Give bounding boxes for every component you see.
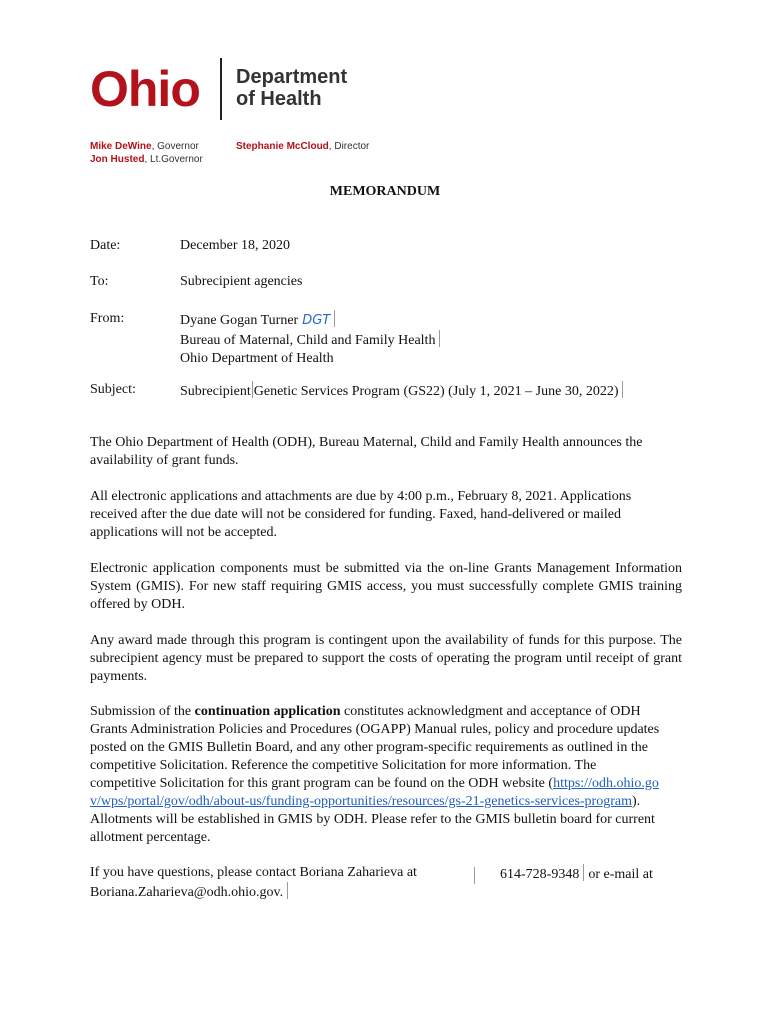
contact-email[interactable]: Boriana.Zaharieva@odh.ohio.gov. <box>90 885 284 900</box>
governor-title: , Governor <box>151 141 199 152</box>
field-marker <box>439 330 440 347</box>
department-name <box>236 66 347 110</box>
contact-or: or e-mail at <box>588 867 653 882</box>
director-title: , Director <box>328 141 370 152</box>
from-label: From: <box>90 311 125 326</box>
department-line-2: of Health <box>236 88 322 110</box>
date-label: Date: <box>90 238 121 253</box>
director-name: Stephanie McCloud <box>236 141 329 152</box>
governors-block <box>90 140 203 166</box>
field-marker <box>252 381 253 398</box>
director-block <box>236 140 369 153</box>
paragraph-deadline: All electronic applications and attachments are due by 4:00 p.m., February 8, 2021. Applications received after the due date will not be considered for funding. Faxed, hand-delivered or mailed applications will not be accepted. <box>90 489 632 540</box>
subject-label: Subject: <box>90 382 136 397</box>
department-line-1: Department <box>236 66 348 88</box>
submission-text-mid: constitutes acknowledgment and acceptance of ODH Grants Administration Policies and Procedures (OGAPP) Manual rules, policy and procedure updates posted on the GMIS Bulletin Board, and any other program-specific requirements as outlined in the competitive Solicitation. Reference the competitive Solicitation for more information. The competitive Solicitation for this grant program can be found on the ODH website ( <box>90 704 660 791</box>
submission-text-pre: Submission of the <box>90 704 195 719</box>
field-marker <box>287 882 288 899</box>
field-marker <box>474 867 475 884</box>
submission-text-post: ). Allotments will be established in GMIS by ODH. Please refer to the GMIS bulletin board for current allotment percentage. <box>90 794 655 845</box>
ohio-logo-word: Ohio <box>90 61 200 117</box>
letterhead <box>90 58 390 120</box>
paragraph-announcement: The Ohio Department of Health (ODH), Bureau Maternal, Child and Family Health announces the availability of grant funds. <box>90 435 643 468</box>
contact-phone-group <box>500 864 653 884</box>
paragraph-submission <box>90 703 662 847</box>
contact-text: If you have questions, please contact Boriana Zaharieva at <box>90 865 417 880</box>
lt-governor-title: , Lt.Governor <box>144 154 203 165</box>
from-bureau: Bureau of Maternal, Child and Family Health <box>180 333 436 348</box>
field-marker <box>583 864 584 881</box>
to-value: Subrecipient agencies <box>180 274 303 289</box>
memo-title: MEMORANDUM <box>329 184 441 199</box>
governor-name: Mike DeWine <box>90 141 152 152</box>
lt-governor-name: Jon Husted <box>90 154 145 165</box>
from-value <box>180 310 444 368</box>
subject-value <box>180 381 627 401</box>
date-value: December 18, 2020 <box>180 238 291 253</box>
paragraph-award: Any award made through this program is contingent upon the availability of funds for this purpose. The subrecipient agency must be prepared to support the costs of operating the program until receipt of grant payments. <box>90 633 682 684</box>
paragraph-contact <box>90 864 682 902</box>
from-dept: Ohio Department of Health <box>180 351 334 366</box>
field-marker <box>622 381 623 398</box>
odh-funding-link[interactable]: https://odh.ohio.gov/wps/portal/gov/odh/about-us/funding-opportunities/resources/gs-21-genetics-services-program <box>90 776 659 809</box>
initials-signature: DGT <box>302 313 331 328</box>
submission-bold: continuation application <box>194 704 341 719</box>
from-name: Dyane Gogan Turner <box>180 313 299 328</box>
subject-part-b: Genetic Services Program (GS22) (July 1, 2021 – June 30, 2022) <box>253 384 619 399</box>
contact-phone: 614-728-9348 <box>500 867 580 882</box>
to-label: To: <box>90 274 109 289</box>
paragraph-gmis: Electronic application components must be submitted via the on-line Grants Management Information System (GMIS). For new staff requiring GMIS access, you must successfully complete GMIS training offered by ODH. <box>90 561 682 612</box>
field-marker <box>334 310 335 327</box>
logo-divider <box>220 58 222 120</box>
subject-part-a: Subrecipient <box>180 384 251 399</box>
